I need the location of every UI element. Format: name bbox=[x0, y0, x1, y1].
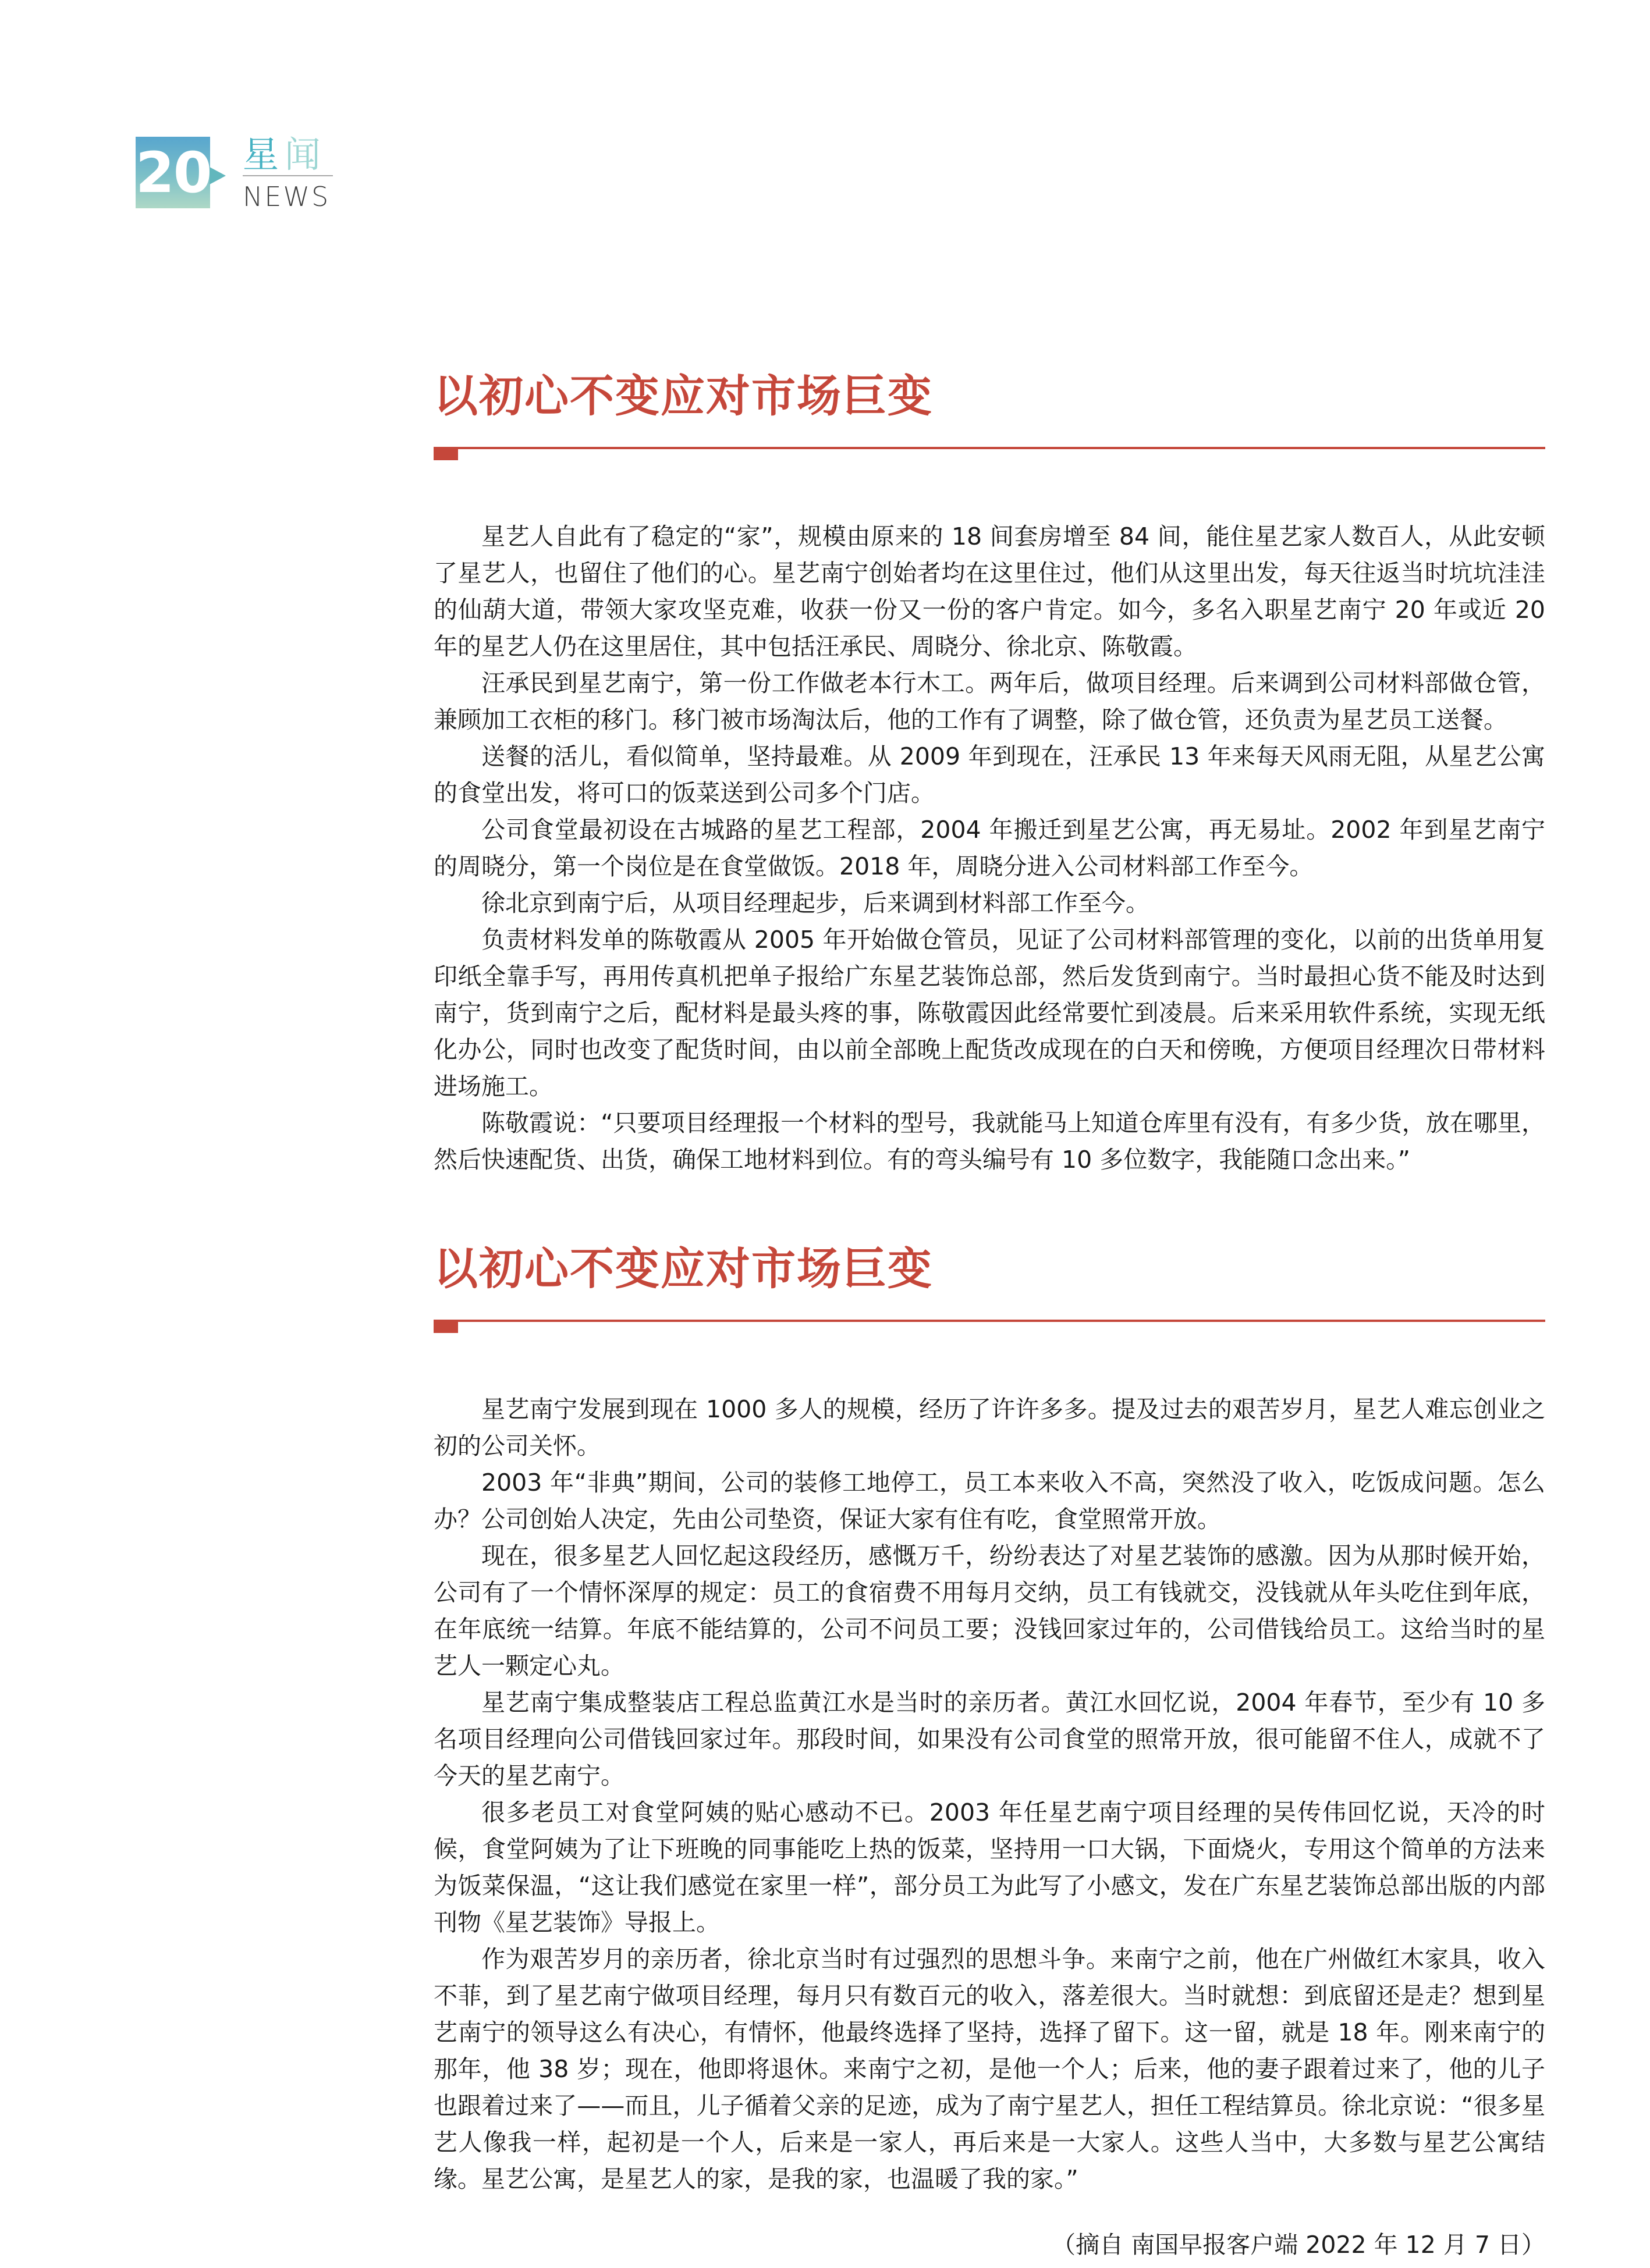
red-rule bbox=[434, 1320, 1545, 1322]
source-attribution: （摘自 南国早报客户端 2022 年 12 月 7 日） bbox=[1052, 2231, 1545, 2259]
article-2 bbox=[434, 1243, 1545, 2263]
section-label-char-2: 闻 bbox=[285, 133, 327, 176]
paragraph: 负责材料发单的陈敬霞从 2005 年开始做仓管员，见证了公司材料部管理的变化，以前的出货单用复印纸全靠手写，再用传真机把单子报给广东星艺装饰总部，然后发货到南宁。当时最担心货不能及时达到南宁，货到南宁之后，配材料是最头疼的事，陈敬霞因此经常要忙到凌晨。后来采用软件系统，实现无纸化办公，同时也改变了配货时间，由以前全部晚上配货改成现在的白天和傍晚，方便项目经理次日带材料进场施工。 bbox=[434, 926, 1545, 1100]
badge-arrow-icon bbox=[210, 167, 226, 184]
article-1-body bbox=[434, 518, 1545, 1178]
red-block bbox=[434, 447, 458, 460]
article-1 bbox=[434, 370, 1545, 1178]
page-number: 20 bbox=[136, 140, 211, 205]
paragraph: 2003 年“非典”期间，公司的装修工地停工，员工本来收入不高，突然没了收入，吃饭成问题。怎么办？公司创始人决定，先由公司垫资，保证大家有住有吃，食堂照常开放。 bbox=[434, 1469, 1545, 1533]
article-2-title: 以初心不变应对市场巨变 bbox=[434, 1243, 933, 1295]
paragraph: 公司食堂最初设在古城路的星艺工程部，2004 年搬迁到星艺公寓，再无易址。2002 年到星艺南宁的周晓分，第一个岗位是在食堂做饭。2018 年，周晓分进入公司材料部工作至今。 bbox=[434, 816, 1545, 880]
paragraph: 现在，很多星艺人回忆起这段经历，感慨万千，纷纷表达了对星艺装饰的感激。因为从那时候开始，公司有了一个情怀深厚的规定：员工的食宿费不用每月交纳，员工有钱就交，没钱就从年头吃住到年底，在年底统一结算。年底不能结算的，公司不问员工要；没钱回家过年的，公司借钱给员工。这给当时的星艺人一颗定心丸。 bbox=[434, 1542, 1545, 1680]
paragraph: 很多老员工对食堂阿姨的贴心感动不已。2003 年任星艺南宁项目经理的吴传伟回忆说，天冷的时候，食堂阿姨为了让下班晚的同事能吃上热的饭菜，坚持用一口大锅，下面烧火，专用这个简单的方法来为饭菜保温，“这让我们感觉在家里一样”，部分员工为此写了小感文，发在广东星艺装饰总部出版的内部刊物《星艺装饰》导报上。 bbox=[434, 1798, 1545, 1936]
title-underline-decoration bbox=[434, 1320, 1545, 1333]
article-1-title: 以初心不变应对市场巨变 bbox=[434, 370, 933, 422]
section-title bbox=[243, 133, 382, 212]
section-label-char-1: 星 bbox=[243, 133, 285, 176]
paragraph: 作为艰苦岁月的亲历者，徐北京当时有过强烈的思想斗争。来南宁之前，他在广州做红木家具，收入不菲，到了星艺南宁做项目经理，每月只有数百元的收入，落差很大。当时就想：到底留还是走？想到星艺南宁的领导这么有决心，有情怀，他最终选择了坚持，选择了留下。这一留，就是 18 年。刚来南宁的那年，他 38 岁；现在，他即将退休。来南宁之初，是他一个人；后来，他的妻子跟着过来了，他的儿子也跟着过来了——而且，儿子循着父亲的足迹，成为了南宁星艺人，担任工程结算员。徐北京说：“很多星艺人像我一样，起初是一个人，后来是一家人，再后来是一大家人。这些人当中，大多数与星艺公寓结缘。星艺公寓，是星艺人的家，是我的家，也温暖了我的家。” bbox=[434, 1945, 1545, 2193]
section-label-en: NEWS bbox=[243, 181, 331, 212]
paragraph: 星艺人自此有了稳定的“家”，规模由原来的 18 间套房增至 84 间，能住星艺家人数百人，从此安顿了星艺人，也留住了他们的心。星艺南宁创始者均在这里住过，他们从这里出发，每天往返当时坑坑洼洼的仙葫大道，带领大家攻坚克难，收获一份又一份的客户肯定。如今，多名入职星艺南宁 20 年或近 20 年的星艺人仍在这里居住，其中包括汪承民、周晓分、徐北京、陈敬霞。 bbox=[434, 522, 1545, 660]
paragraph: 汪承民到星艺南宁，第一份工作做老本行木工。两年后，做项目经理。后来调到公司材料部做仓管，兼顾加工衣柜的移门。移门被市场淘汰后，他的工作有了调整，除了做仓管，还负责为星艺员工送餐。 bbox=[434, 669, 1545, 734]
paragraph: 徐北京到南宁后，从项目经理起步，后来调到材料部工作至今。 bbox=[481, 889, 1149, 917]
paragraph: 星艺南宁发展到现在 1000 多人的规模，经历了许许多多。提及过去的艰苦岁月，星艺人难忘创业之初的公司关怀。 bbox=[434, 1395, 1545, 1460]
paragraph: 陈敬霞说：“只要项目经理报一个材料的型号，我就能马上知道仓库里有没有，有多少货，放在哪里，然后快速配货、出货，确保工地材料到位。有的弯头编号有 10 多位数字，我能随口念出来。” bbox=[434, 1109, 1545, 1174]
red-block bbox=[434, 1320, 458, 1333]
paragraph: 星艺南宁集成整装店工程总监黄江水是当时的亲历者。黄江水回忆说，2004 年春节，至少有 10 多名项目经理向公司借钱回家过年。那段时间，如果没有公司食堂的照常开放，很可能留不住人，成就不了今天的星艺南宁。 bbox=[434, 1688, 1545, 1790]
section-label-zh bbox=[243, 133, 382, 176]
article-2-body bbox=[434, 1391, 1545, 2198]
page-number-badge bbox=[136, 137, 210, 208]
red-rule bbox=[434, 447, 1545, 449]
paragraph: 送餐的活儿，看似简单，坚持最难。从 2009 年到现在，汪承民 13 年来每天风雨无阻，从星艺公寓的食堂出发，将可口的饭菜送到公司多个门店。 bbox=[434, 742, 1545, 807]
title-underline-decoration bbox=[434, 447, 1545, 460]
